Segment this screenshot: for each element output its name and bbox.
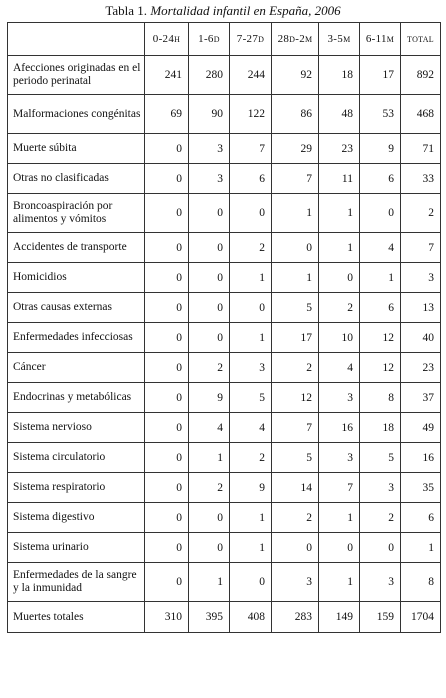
column-header: 3-5m [319, 23, 360, 56]
value-cell: 9 [360, 134, 401, 164]
value-cell: 5 [272, 293, 319, 323]
table-body [8, 56, 441, 633]
caption-prefix: Tabla 1. [105, 3, 148, 18]
value-cell: 18 [360, 413, 401, 443]
row-total-cell: 7 [401, 233, 441, 263]
total-row [8, 602, 441, 633]
column-header: 6-11m [360, 23, 401, 56]
table-row [8, 263, 441, 293]
value-cell: 16 [319, 413, 360, 443]
value-cell: 86 [272, 95, 319, 134]
table-row [8, 443, 441, 473]
value-cell: 48 [319, 95, 360, 134]
value-cell: 1 [230, 533, 272, 563]
value-cell: 0 [189, 263, 230, 293]
value-cell: 0 [145, 533, 189, 563]
value-cell: 12 [360, 323, 401, 353]
value-cell: 0 [145, 413, 189, 443]
value-cell: 29 [272, 134, 319, 164]
table-row [8, 293, 441, 323]
header-empty-cell [8, 23, 145, 56]
value-cell: 0 [145, 263, 189, 293]
row-total-cell: 16 [401, 443, 441, 473]
row-label: Enfermedades infecciosas [8, 323, 145, 353]
table-row [8, 95, 441, 134]
value-cell: 1 [189, 443, 230, 473]
value-cell: 0 [230, 194, 272, 233]
value-cell: 0 [145, 233, 189, 263]
value-cell: 3 [272, 563, 319, 602]
value-cell: 1 [319, 233, 360, 263]
row-label: Endocrinas y metabólicas [8, 383, 145, 413]
value-cell: 1 [230, 503, 272, 533]
value-cell: 12 [360, 353, 401, 383]
value-cell: 5 [360, 443, 401, 473]
row-label: Enfermedades de la sangre y la inmunidad [8, 563, 145, 602]
value-cell: 3 [319, 443, 360, 473]
value-cell: 0 [145, 473, 189, 503]
value-cell: 0 [189, 533, 230, 563]
value-cell: 2 [189, 353, 230, 383]
row-total-cell: 23 [401, 353, 441, 383]
value-cell: 0 [272, 533, 319, 563]
value-cell: 408 [230, 602, 272, 633]
row-label: Sistema circulatorio [8, 443, 145, 473]
value-cell: 310 [145, 602, 189, 633]
value-cell: 0 [319, 533, 360, 563]
row-label: Sistema digestivo [8, 503, 145, 533]
row-total-cell: 13 [401, 293, 441, 323]
value-cell: 1 [230, 263, 272, 293]
value-cell: 69 [145, 95, 189, 134]
value-cell: 6 [360, 164, 401, 194]
value-cell: 0 [145, 383, 189, 413]
value-cell: 149 [319, 602, 360, 633]
value-cell: 2 [272, 503, 319, 533]
row-label: Muertes totales [8, 602, 145, 633]
value-cell: 5 [272, 443, 319, 473]
row-total-cell: 892 [401, 56, 441, 95]
table-row [8, 233, 441, 263]
table-caption [0, 3, 446, 18]
row-total-cell: 6 [401, 503, 441, 533]
row-label: Muerte súbita [8, 134, 145, 164]
value-cell: 1 [230, 323, 272, 353]
value-cell: 2 [272, 353, 319, 383]
row-total-cell: 40 [401, 323, 441, 353]
value-cell: 0 [272, 233, 319, 263]
value-cell: 1 [360, 263, 401, 293]
value-cell: 244 [230, 56, 272, 95]
value-cell: 4 [189, 413, 230, 443]
value-cell: 0 [145, 503, 189, 533]
value-cell: 7 [319, 473, 360, 503]
row-total-cell: 49 [401, 413, 441, 443]
row-total-cell: 8 [401, 563, 441, 602]
row-label: Afecciones originadas en el periodo perinatal [8, 56, 145, 95]
value-cell: 11 [319, 164, 360, 194]
value-cell: 12 [272, 383, 319, 413]
value-cell: 0 [230, 293, 272, 323]
value-cell: 4 [360, 233, 401, 263]
value-cell: 395 [189, 602, 230, 633]
table-row [8, 413, 441, 443]
table-row [8, 164, 441, 194]
row-total-cell: 35 [401, 473, 441, 503]
value-cell: 0 [189, 194, 230, 233]
table-row [8, 353, 441, 383]
value-cell: 3 [230, 353, 272, 383]
row-label: Sistema urinario [8, 533, 145, 563]
header-row [8, 23, 441, 56]
value-cell: 23 [319, 134, 360, 164]
value-cell: 0 [360, 533, 401, 563]
value-cell: 1 [189, 563, 230, 602]
table-row [8, 323, 441, 353]
column-header: 0-24h [145, 23, 189, 56]
value-cell: 8 [360, 383, 401, 413]
table-row [8, 563, 441, 602]
value-cell: 53 [360, 95, 401, 134]
column-header: 7-27d [230, 23, 272, 56]
value-cell: 0 [189, 323, 230, 353]
table-row [8, 383, 441, 413]
caption-title: Mortalidad infantil en España, 2006 [150, 3, 341, 18]
row-label: Sistema nervioso [8, 413, 145, 443]
value-cell: 90 [189, 95, 230, 134]
value-cell: 0 [145, 323, 189, 353]
value-cell: 18 [319, 56, 360, 95]
value-cell: 1 [319, 194, 360, 233]
row-total-cell: 71 [401, 134, 441, 164]
value-cell: 1 [319, 503, 360, 533]
row-label: Accidentes de transporte [8, 233, 145, 263]
row-total-cell: 33 [401, 164, 441, 194]
value-cell: 7 [272, 164, 319, 194]
row-total-cell: 468 [401, 95, 441, 134]
value-cell: 7 [230, 134, 272, 164]
column-header: total [401, 23, 441, 56]
value-cell: 3 [189, 134, 230, 164]
row-label: Otras causas externas [8, 293, 145, 323]
value-cell: 4 [319, 353, 360, 383]
value-cell: 3 [360, 563, 401, 602]
value-cell: 92 [272, 56, 319, 95]
value-cell: 2 [230, 443, 272, 473]
row-total-cell: 1704 [401, 602, 441, 633]
mortality-table [7, 22, 441, 633]
value-cell: 3 [189, 164, 230, 194]
value-cell: 0 [230, 563, 272, 602]
row-total-cell: 3 [401, 263, 441, 293]
table-row [8, 134, 441, 164]
value-cell: 0 [319, 263, 360, 293]
value-cell: 2 [360, 503, 401, 533]
value-cell: 122 [230, 95, 272, 134]
value-cell: 2 [189, 473, 230, 503]
row-label: Cáncer [8, 353, 145, 383]
value-cell: 2 [230, 233, 272, 263]
row-label: Homicidios [8, 263, 145, 293]
row-total-cell: 37 [401, 383, 441, 413]
value-cell: 0 [145, 443, 189, 473]
row-total-cell: 1 [401, 533, 441, 563]
value-cell: 9 [189, 383, 230, 413]
value-cell: 7 [272, 413, 319, 443]
value-cell: 0 [145, 134, 189, 164]
value-cell: 17 [360, 56, 401, 95]
value-cell: 5 [230, 383, 272, 413]
column-header: 28d-2m [272, 23, 319, 56]
value-cell: 17 [272, 323, 319, 353]
value-cell: 0 [189, 503, 230, 533]
value-cell: 4 [230, 413, 272, 443]
value-cell: 3 [319, 383, 360, 413]
value-cell: 3 [360, 473, 401, 503]
value-cell: 6 [360, 293, 401, 323]
table-row [8, 503, 441, 533]
value-cell: 0 [145, 563, 189, 602]
column-header: 1-6d [189, 23, 230, 56]
value-cell: 6 [230, 164, 272, 194]
value-cell: 10 [319, 323, 360, 353]
value-cell: 0 [145, 353, 189, 383]
table-row [8, 533, 441, 563]
row-label: Broncoaspiración por alimentos y vómitos [8, 194, 145, 233]
table-row [8, 56, 441, 95]
value-cell: 0 [145, 194, 189, 233]
value-cell: 1 [272, 263, 319, 293]
row-total-cell: 2 [401, 194, 441, 233]
value-cell: 159 [360, 602, 401, 633]
value-cell: 9 [230, 473, 272, 503]
value-cell: 280 [189, 56, 230, 95]
table-row [8, 473, 441, 503]
value-cell: 0 [189, 233, 230, 263]
value-cell: 283 [272, 602, 319, 633]
value-cell: 0 [360, 194, 401, 233]
row-label: Malformaciones congénitas [8, 95, 145, 134]
value-cell: 14 [272, 473, 319, 503]
value-cell: 1 [319, 563, 360, 602]
value-cell: 0 [189, 293, 230, 323]
value-cell: 0 [145, 164, 189, 194]
row-label: Sistema respiratorio [8, 473, 145, 503]
row-label: Otras no clasificadas [8, 164, 145, 194]
value-cell: 241 [145, 56, 189, 95]
value-cell: 1 [272, 194, 319, 233]
value-cell: 0 [145, 293, 189, 323]
value-cell: 2 [319, 293, 360, 323]
table-row [8, 194, 441, 233]
